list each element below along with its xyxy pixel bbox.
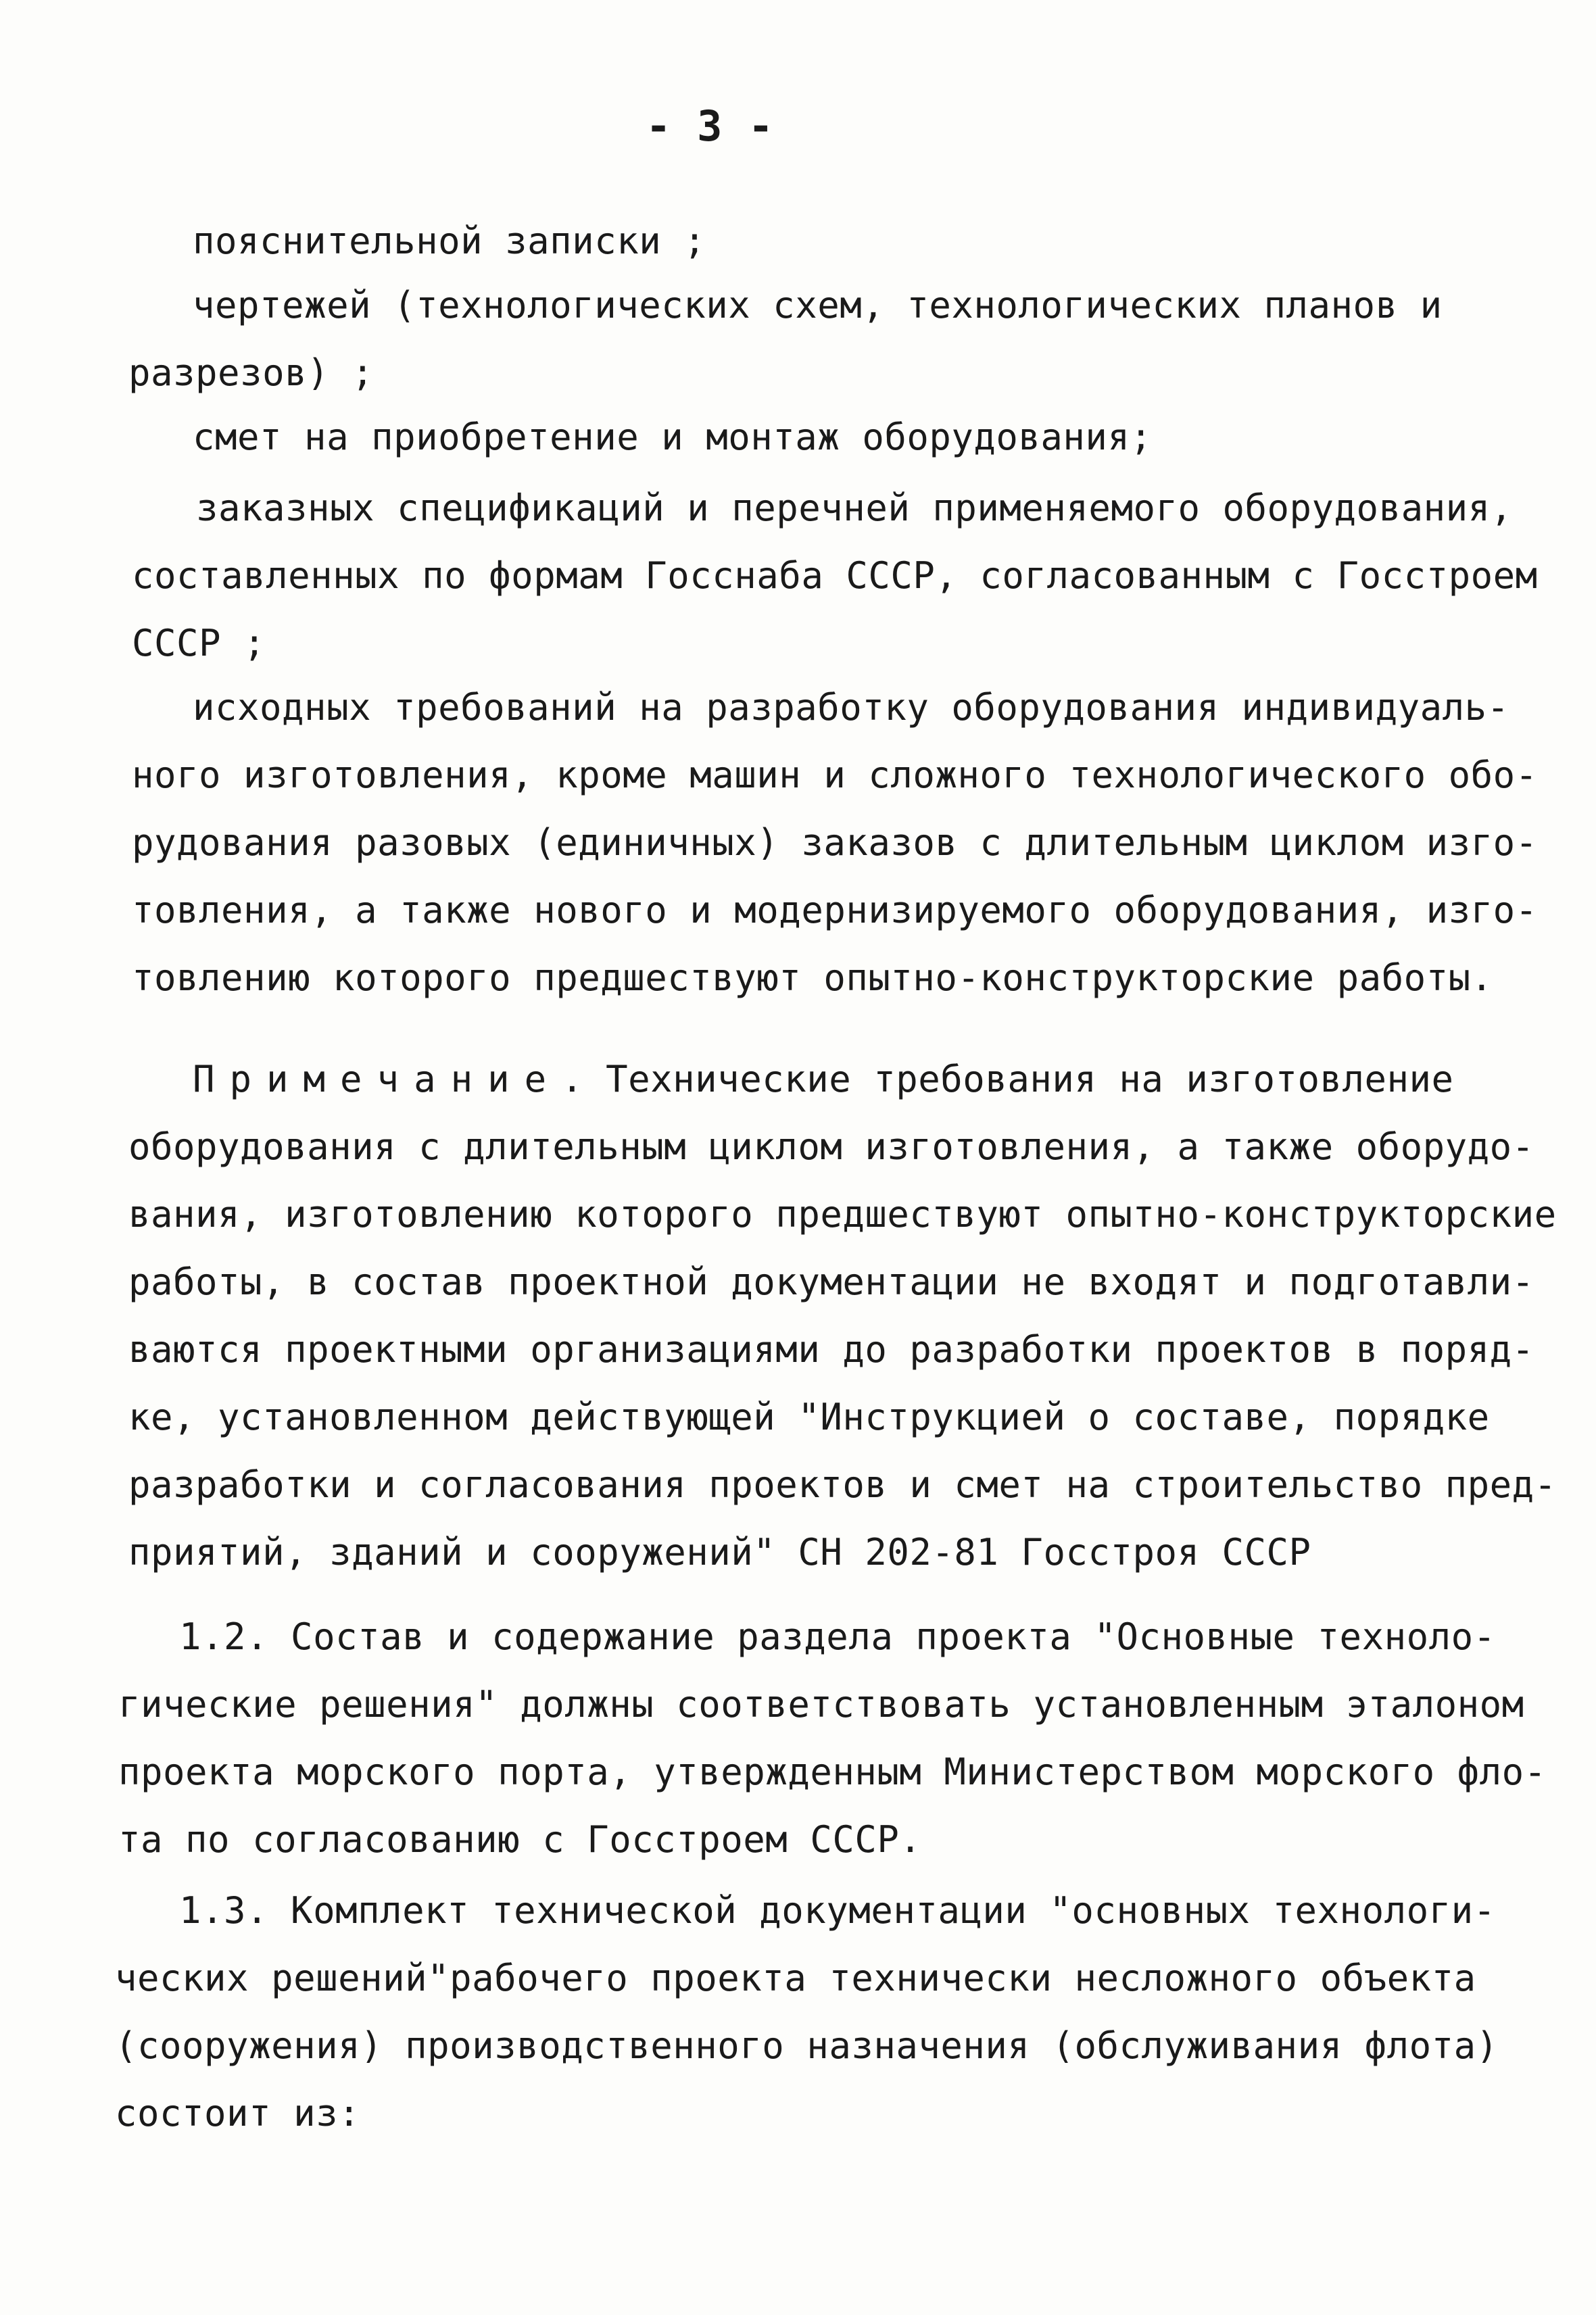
note-first-line [193, 1058, 1454, 1100]
text-line: 1.3. Комплект технической документации "основных технологи- [179, 1889, 1496, 1932]
text-line: ного изготовления, кроме машин и сложного технологического обо- [132, 754, 1538, 796]
text-line: заказных спецификаций и перечней применяемого оборудования, [196, 487, 1513, 529]
text-line: смет на приобретение и монтаж оборудования; [193, 416, 1153, 458]
text-line: товлению которого предшествуют опытно-конструкторские работы. [132, 956, 1493, 999]
text-line: составленных по формам Госснаба СССР, согласованным с Госстроем [132, 554, 1538, 597]
text-line: разработки и согласования проектов и смет на строительство пред- [128, 1463, 1557, 1506]
text-line: та по согласованию с Госстроем СССР. [118, 1818, 922, 1861]
note-label: Примечание [193, 1058, 562, 1100]
text-line: состоит из: [115, 2092, 361, 2135]
text-line: исходных требований на разработку оборудования индивидуаль- [193, 686, 1509, 729]
text-line: гические решения" должны соответствовать установленным эталоном [118, 1683, 1524, 1726]
text-line: пояснительной записки ; [193, 220, 706, 262]
text-line: проекта морского порта, утвержденным Министерством морского фло- [118, 1751, 1547, 1793]
text-line: 1.2. Состав и содержание раздела проекта "Основные техноло- [179, 1615, 1496, 1658]
text-line: чертежей (технологических схем, технологических планов и [193, 284, 1443, 326]
text-line: разрезов) ; [128, 351, 374, 394]
text-line: СССР ; [132, 622, 266, 664]
text-line: рудования разовых (единичных) заказов с длительным циклом изго- [132, 821, 1538, 864]
text-line: вания, изготовлению которого предшествуют опытно-конструкторские [128, 1193, 1557, 1236]
text-line: ке, установленном действующей "Инструкцией о составе, порядке [128, 1396, 1490, 1438]
note-label-rest: . Технические требования на изготовление [561, 1058, 1454, 1100]
page-number: - 3 - [646, 101, 774, 151]
text-line: (сооружения) производственного назначения (обслуживания флота) [115, 2024, 1499, 2067]
text-line: ваются проектными организациями до разработки проектов в поряд- [128, 1328, 1534, 1371]
text-line: товления, а также нового и модернизируемого оборудования, изго- [132, 889, 1538, 931]
text-line: работы, в состав проектной документации не входят и подготавли- [128, 1261, 1534, 1303]
text-line: оборудования с длительным циклом изготовления, а также оборудо- [128, 1125, 1534, 1168]
text-line: ческих решений"рабочего проекта технически несложного объекта [115, 1957, 1476, 1999]
text-line: приятий, зданий и сооружений" СН 202-81 Госстроя СССР [128, 1531, 1311, 1574]
